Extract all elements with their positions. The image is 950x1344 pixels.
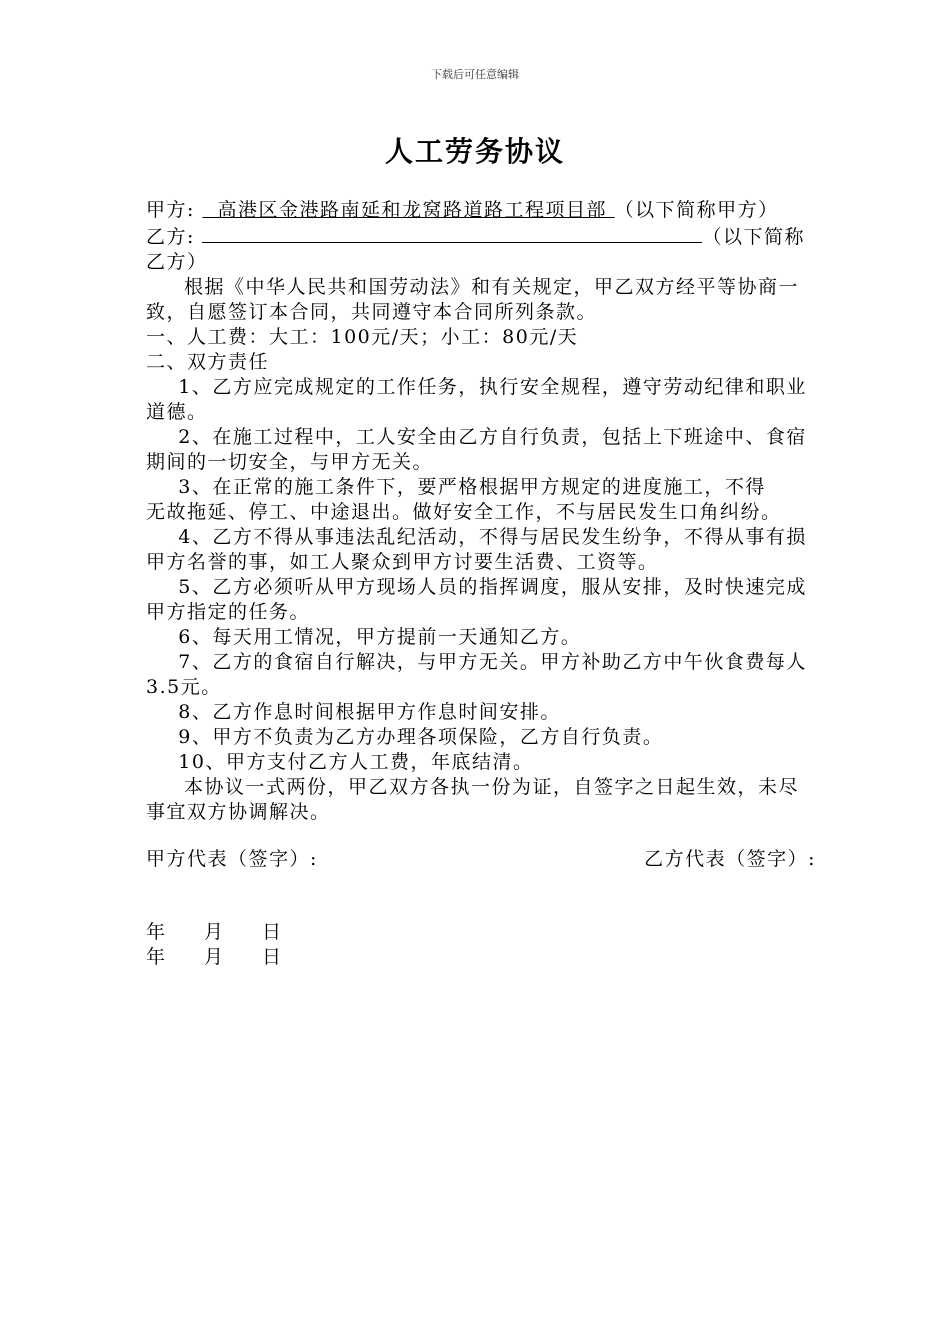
date-day: 日 [262, 946, 283, 968]
date-year: 年 [146, 946, 167, 968]
agreement-body [146, 198, 816, 970]
party-b-blank [202, 223, 702, 243]
party-a-line [146, 198, 816, 223]
page-title: 人工劳务协议 [384, 135, 565, 168]
clause-5: 5、乙方必须听从甲方现场人员的指挥调度，服从安排，及时快速完成甲方指定的任务。 [146, 576, 807, 623]
party-a-label: 甲方: [146, 199, 195, 221]
clause-10: 10、甲方支付乙方人工费，年底结清。 [178, 751, 534, 773]
party-a-name: 高港区金港路南延和龙窝路道路工程项目部 [217, 199, 608, 221]
clause-3: 3、在正常的施工条件下，要严格根据甲方规定的进度施工，不得 [178, 476, 766, 498]
clause-1: 1、乙方应完成规定的工作任务，执行安全规程，遵守劳动纪律和职业道德。 [146, 376, 807, 423]
date-day: 日 [262, 921, 283, 943]
signature-row [146, 847, 816, 872]
section-responsibilities: 二、双方责任 [146, 351, 270, 373]
clause-3-continued: 无故拖延、停工、中途退出。做好安全工作，不与居民发生口角纠纷。 [146, 501, 782, 523]
clause-9: 9、甲方不负责为乙方办理各项保险，乙方自行负责。 [178, 726, 664, 748]
party-a-suffix: （以下简称甲方） [614, 199, 779, 221]
clause-7: 7、乙方的食宿自行解决，与甲方无关。甲方补助乙方中午伙食费每人3.5元。 [146, 651, 807, 698]
party-b-label: 乙方: [146, 226, 195, 248]
date-block [146, 920, 816, 970]
date-month: 月 [204, 921, 225, 943]
clause-2: 2、在施工过程中，工人安全由乙方自行负责，包括上下班途中、食宿期间的一切安全，与甲方无关。 [146, 426, 807, 473]
clause-4: 4、乙方不得从事违法乱纪活动，不得与居民发生纷争，不得从事有损甲方名誉的事，如工人聚众到甲方讨要生活费、工资等。 [146, 526, 807, 573]
date-month: 月 [204, 946, 225, 968]
section-wages: 一、人工费：大工：100元/天；小工：80元/天 [146, 326, 579, 348]
clause-6: 6、每天用工情况，甲方提前一天通知乙方。 [178, 626, 582, 648]
header-note: 下载后可任意编辑 [431, 68, 519, 81]
party-b-signature: 乙方代表（签字）: [644, 848, 816, 870]
date-line-b [146, 945, 816, 970]
closing-paragraph: 本协议一式两份，甲乙双方各执一份为证，自签字之日起生效，未尽事宜双方协调解决。 [146, 776, 800, 823]
party-a-signature: 甲方代表（签字）: [146, 848, 318, 870]
date-line-a [146, 920, 816, 945]
intro-paragraph: 根据《中华人民共和国劳动法》和有关规定，甲乙双方经平等协商一致，自愿签订本合同，共同遵守本合同所列条款。 [146, 276, 800, 323]
clause-8: 8、乙方作息时间根据甲方作息时间安排。 [178, 701, 561, 723]
party-b-line [146, 223, 816, 275]
date-year: 年 [146, 921, 167, 943]
party-b-suffix: （以下简称乙方） [146, 226, 805, 273]
